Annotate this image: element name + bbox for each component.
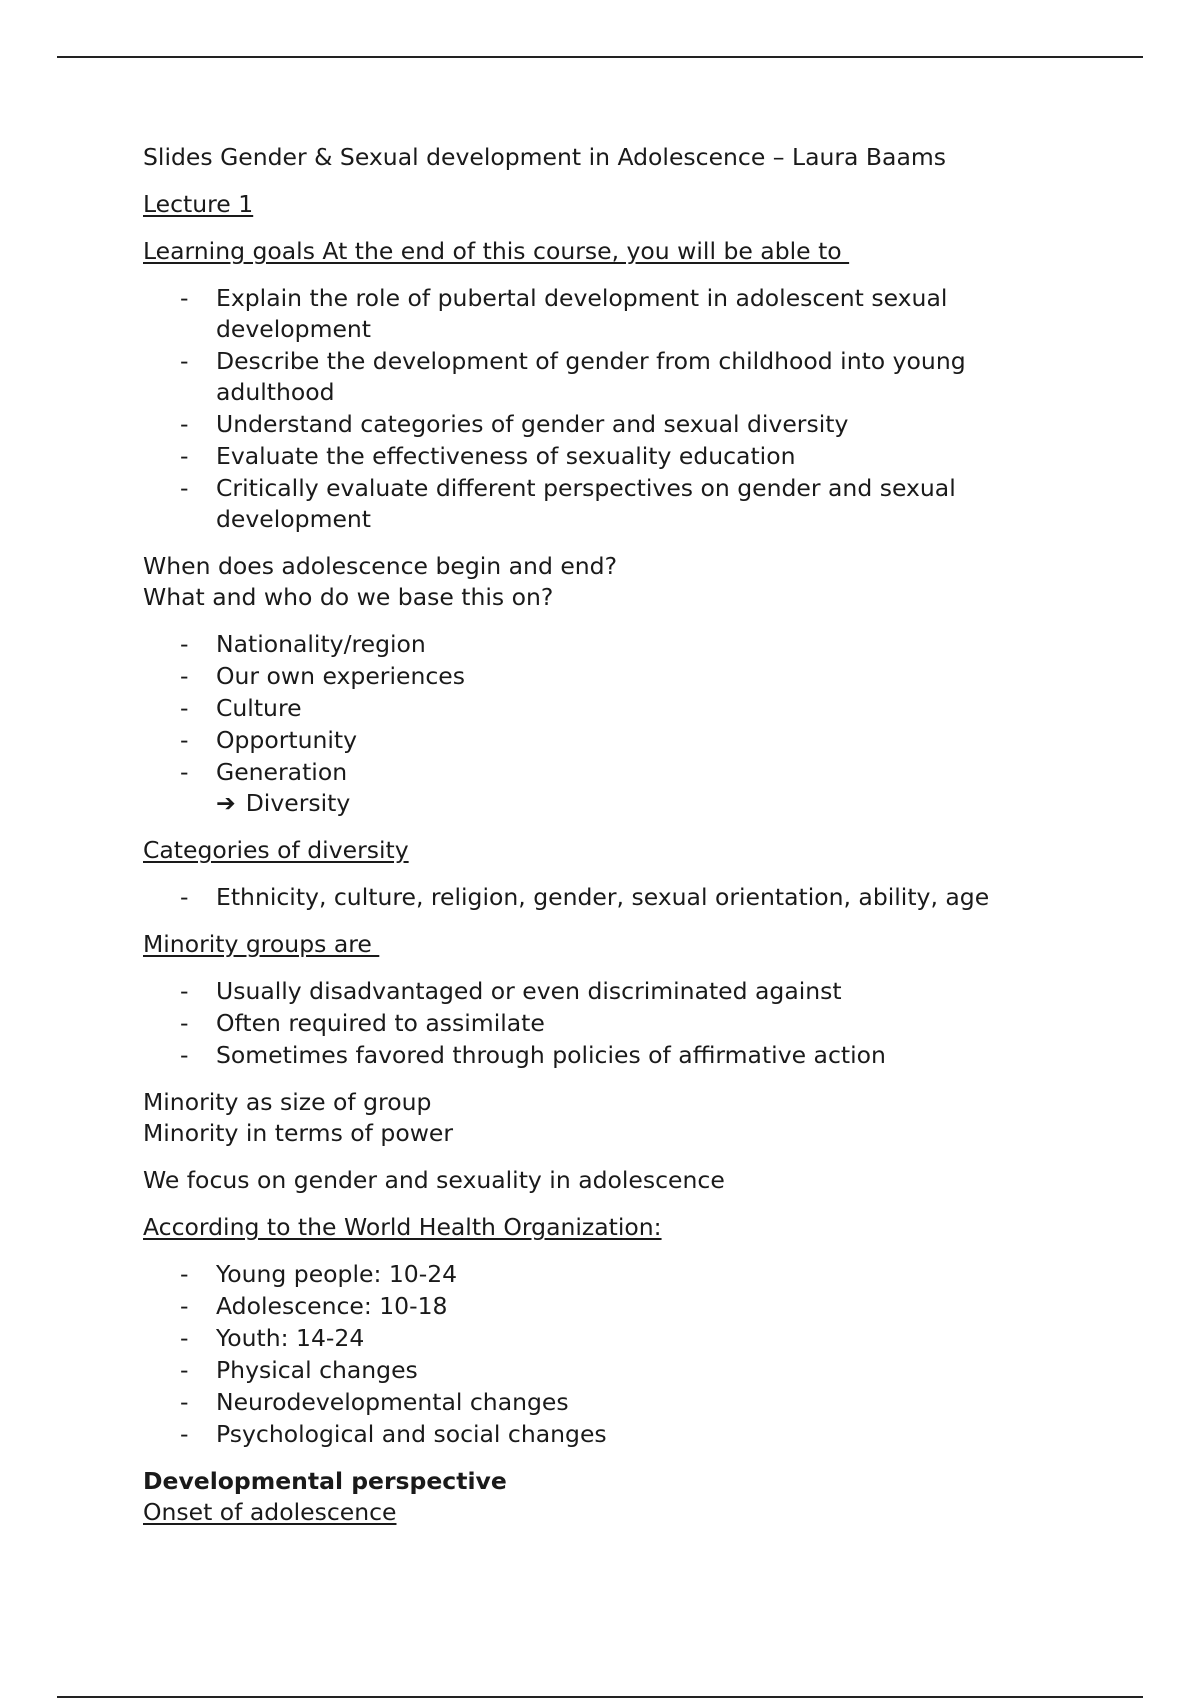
categories-heading: Categories of diversity [143,836,409,864]
list-item: - Critically evaluate different perspectives on gender and sexual development [180,474,956,533]
list-item: - Culture [180,694,302,722]
categories-list [143,882,1063,913]
minority-heading: Minority groups are [143,930,380,958]
minority-power: Minority in terms of power [143,1119,454,1147]
list-item: - Neurodevelopmental changes [180,1388,569,1416]
list-item: - Understand categories of gender and sexual diversity [180,410,849,438]
list-item: - Sometimes favored through policies of affirmative action [180,1041,886,1069]
focus-statement: We focus on gender and sexuality in adolescence [143,1166,725,1194]
list-item: - Psychological and social changes [180,1420,607,1448]
list-item: - Often required to assimilate [180,1009,545,1037]
who-heading: According to the World Health Organization: [143,1213,662,1241]
list-item: - Opportunity [180,726,358,754]
learning-goals-list [143,283,1063,535]
learning-goals-heading: Learning goals At the end of this course, you will be able to [143,237,850,265]
list-item: - Young people: 10-24 [180,1260,458,1288]
lecture-heading: Lecture 1 [143,190,254,218]
onset-heading: Onset of adolescence [143,1498,397,1526]
list-item: - Describe the development of gender from childhood into young adulthood [180,347,966,406]
list-item: - Ethnicity, culture, religion, gender, sexual orientation, ability, age [180,883,990,911]
list-item: - Physical changes [180,1356,418,1384]
who-list [143,1259,1063,1450]
document-title: Slides Gender & Sexual development in Adolescence – Laura Baams [143,143,946,171]
list-item: - Usually disadvantaged or even discriminated against [180,977,842,1005]
document-body [143,142,1063,1544]
question-begin-end: When does adolescence begin and end? [143,552,618,580]
minority-list [143,976,1063,1071]
bottom-rule [57,1696,1143,1698]
diversity-conclusion: ➔ Diversity [216,789,351,817]
list-item: - Nationality/region [180,630,426,658]
list-item: - Generation [180,758,348,786]
arrow-right-icon: ➔ [216,789,236,817]
top-rule [57,56,1143,58]
minority-size: Minority as size of group [143,1088,432,1116]
question-basis: What and who do we base this on? [143,583,554,611]
bases-list [143,629,1063,788]
list-item: - Evaluate the effectiveness of sexuality education [180,442,796,470]
list-item: - Adolescence: 10-18 [180,1292,448,1320]
list-item: - Explain the role of pubertal development in adolescent sexual development [180,284,948,343]
list-item: - Our own experiences [180,662,465,690]
developmental-perspective-heading: Developmental perspective [143,1467,507,1495]
list-item: - Youth: 14-24 [180,1324,365,1352]
